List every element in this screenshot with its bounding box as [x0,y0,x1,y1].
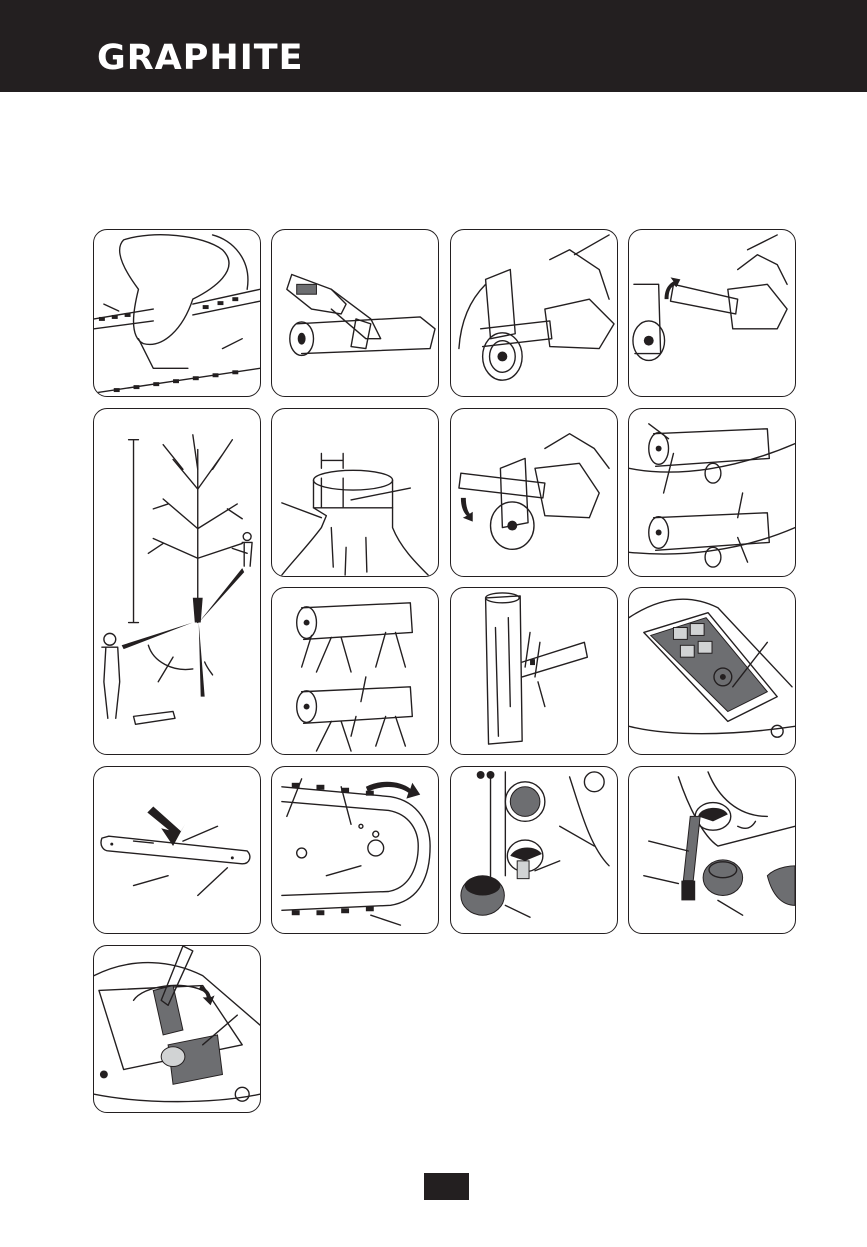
figure-chain-sharpness-check [93,229,261,397]
figure-tree-felling-distance [93,408,261,755]
figure-log-cutting-overview [271,229,439,397]
page-header [0,0,867,92]
brand-logo: GRAPHITE [97,38,304,78]
figure-supported-log-cuts [628,408,796,577]
figure-upward-cut [628,229,796,397]
figure-spark-plug-wrench [628,766,796,934]
figure-guide-bar [93,766,261,934]
figure-limbing-branch [450,587,618,755]
figure-oil-tank-cap [450,766,618,934]
figure-cutting-log-on-ground [450,229,618,397]
figure-downward-cut [450,408,618,577]
figure-log-on-trestles [271,587,439,755]
figure-air-filter-cover [628,587,796,755]
figure-felling-notch [271,408,439,577]
page-number-box [424,1173,469,1200]
figure-spark-plug-removal [93,945,261,1113]
figure-saw-chain-direction [271,766,439,934]
